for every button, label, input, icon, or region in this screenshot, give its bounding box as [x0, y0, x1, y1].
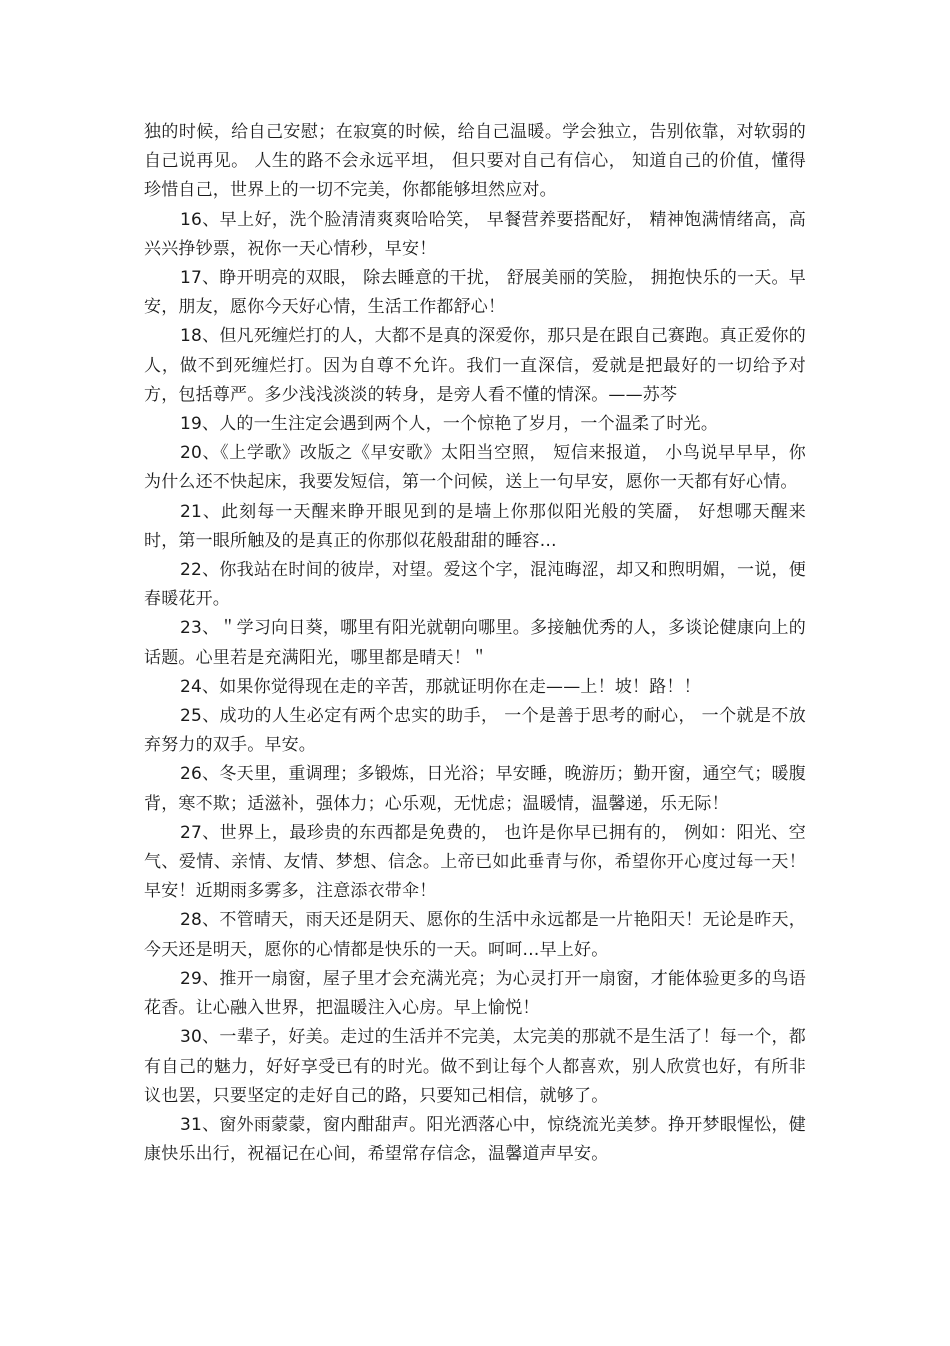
paragraph-27: 27、世界上，最珍贵的东西都是免费的， 也许是你早已拥有的， 例如：阳光、空气、爱情、亲情、友情、梦想、信念。上帝已如此垂青与你，希望你开心度过每一天！早安！近期雨多雾多，注意添衣带伞！ [144, 822, 806, 902]
paragraph-30: 30、一辈子，好美。走过的生活并不完美，太完美的那就不是生活了！每一个，都有自己的魅力，好好享受已有的时光。做不到让每个人都喜欢，别人欣赏也好，有所非议也罢，只要坚定的走好自己的路，只要知己相信，就够了。 [144, 1027, 806, 1106]
paragraph-20: 20、《上学歌》改版之《早安歌》太阳当空照， 短信来报道， 小鸟说早早早，你为什么还不快起床，我要发短信，第一个问候，送上一句早安，愿你一天都有好心情。 [144, 443, 806, 493]
paragraph-16: 16、早上好，洗个脸清清爽爽哈哈笑， 早餐营养要搭配好， 精神饱满情绪高，高兴兴挣钞票，祝你一天心情秒，早安！ [144, 209, 806, 259]
paragraph-26: 26、冬天里，重调理；多锻炼，日光浴；早安睡，晚游历；勤开窗，通空气；暖腹背，寒不欺；适滋补，强体力；心乐观，无忧虑；温暖情，温馨递，乐无际！ [144, 764, 806, 814]
paragraph-29: 29、推开一扇窗，屋子里才会充满光亮；为心灵打开一扇窗，才能体验更多的鸟语花香。让心融入世界，把温暖注入心房。早上愉悦！ [144, 968, 806, 1019]
paragraph-continuation: 独的时候，给自己安慰；在寂寞的时候，给自己温暖。学会独立，告别依靠，对软弱的自己说再见。 人生的路不会永远平坦， 但只要对自己有信心， 知道自己的价值，懂得珍惜自己，世界上的一切不完美，你都能够坦然应对。 [144, 122, 806, 201]
document-body [144, 118, 806, 1169]
paragraph-19: 19、人的一生注定会遇到两个人，一个惊艳了岁月，一个温柔了时光。 [180, 414, 719, 435]
paragraph-25: 25、成功的人生必定有两个忠实的助手， 一个是善于思考的耐心， 一个就是不放弃努力的双手。早安。 [144, 706, 806, 756]
paragraph-23: 23、＂学习向日葵，哪里有阳光就朝向哪里。多接触优秀的人，多谈论健康向上的话题。心里若是充满阳光，哪里都是晴天！＂ [144, 618, 806, 668]
paragraph-31: 31、窗外雨蒙蒙，窗内酣甜声。阳光洒落心中，惊绕流光美梦。挣开梦眼惺忪，健康快乐出行，祝福记在心间，希望常存信念，温馨道声早安。 [144, 1114, 806, 1165]
paragraph-24: 24、如果你觉得现在走的辛苦，那就证明你在走——上！坡！路！！ [180, 676, 701, 697]
paragraph-18: 18、但凡死缠烂打的人，大都不是真的深爱你，那只是在跟自己赛跑。真正爱你的人，做不到死缠烂打。因为自尊不允许。我们一直深信，爱就是把最好的一切给予对方，包括尊严。多少浅浅淡淡的转身，是旁人看不懂的情深。——苏芩 [144, 326, 806, 405]
paragraph-28: 28、不管晴天，雨天还是阴天、愿你的生活中永远都是一片艳阳天！无论是昨天，今天还是明天，愿你的心情都是快乐的一天。呵呵…早上好。 [144, 910, 806, 960]
paragraph-21: 21、此刻每一天醒来睁开眼见到的是墙上你那似阳光般的笑靥， 好想哪天醒来时，第一眼所触及的是真正的你那似花般甜甜的睡容… [144, 501, 806, 551]
paragraph-17: 17、睁开明亮的双眼， 除去睡意的干扰， 舒展美丽的笑脸， 拥抱快乐的一天。早安，朋友，愿你今天好心情，生活工作都舒心！ [144, 268, 806, 318]
paragraph-22: 22、你我站在时间的彼岸，对望。爱这个字，混沌晦涩，却又和煦明媚，一说，便春暖花开。 [144, 560, 806, 610]
